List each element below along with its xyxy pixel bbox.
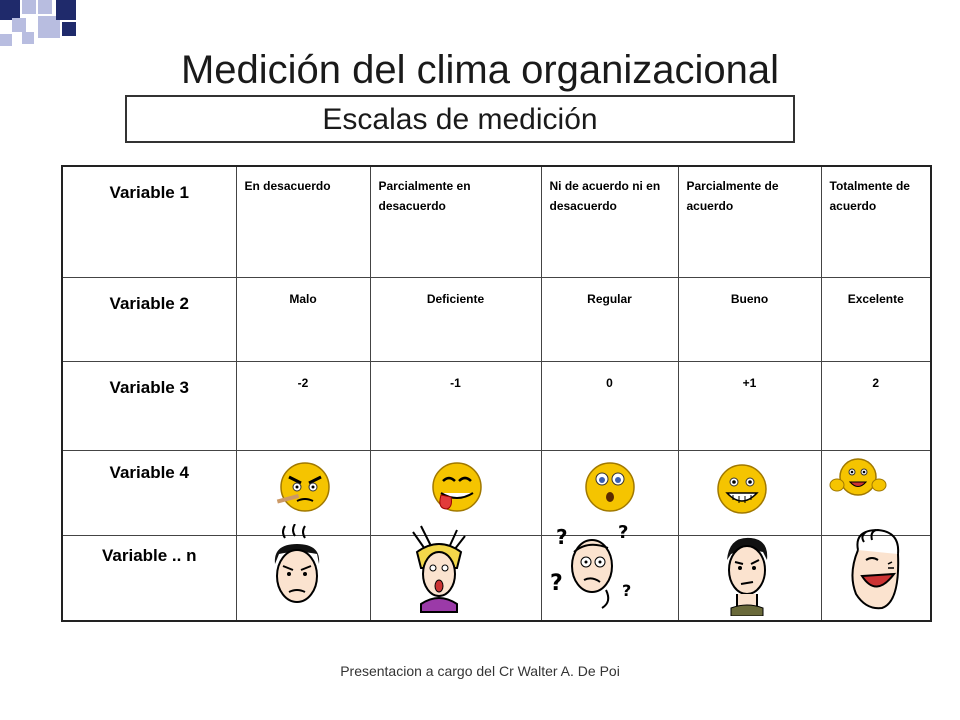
svg-text:?: ? [549, 570, 563, 596]
svg-text:?: ? [621, 580, 631, 600]
option-cell: Parcialmente en desacuerdo [370, 166, 541, 277]
footer-credit: Presentacion a cargo del Cr Walter A. De Poi [340, 663, 620, 679]
option-cell: Deficiente [370, 277, 541, 361]
option-cell: Totalmente de acuerdo [821, 166, 931, 277]
row-label: Variable 1 [62, 166, 236, 277]
shocked-woman-icon [370, 535, 541, 621]
svg-text:?: ? [555, 524, 568, 549]
option-cell: Malo [236, 277, 370, 361]
angry-smiley-icon [236, 450, 370, 535]
option-cell: Excelente [821, 277, 931, 361]
option-cell: Parcialmente de acuerdo [678, 166, 821, 277]
confused-man-icon [541, 521, 678, 621]
table-row [62, 535, 931, 621]
frustrated-man-icon [236, 535, 370, 621]
table-row [62, 361, 931, 450]
option-cell: Ni de acuerdo ni en desacuerdo [541, 166, 678, 277]
skeptical-man-icon [678, 535, 821, 621]
row-label: Variable 3 [62, 361, 236, 450]
option-cell: 2 [821, 361, 931, 450]
option-cell: Bueno [678, 277, 821, 361]
waving-smiley-icon [821, 450, 931, 535]
option-cell: +1 [678, 361, 821, 450]
table-row [62, 450, 931, 535]
scale-table [61, 165, 932, 622]
svg-text:?: ? [617, 521, 628, 543]
laughing-man-icon [821, 535, 931, 621]
table-row [62, 277, 931, 361]
row-label: Variable 4 [62, 450, 236, 535]
option-cell: -1 [370, 361, 541, 450]
option-cell: En desacuerdo [236, 166, 370, 277]
option-cell: 0 [541, 361, 678, 450]
grinning-smiley-icon [678, 450, 821, 535]
page-title: Medición del clima organizacional [180, 48, 780, 92]
option-cell: Regular [541, 277, 678, 361]
row-label: Variable .. n [62, 535, 236, 621]
subtitle-box: Escalas de medición [125, 95, 795, 143]
row-label: Variable 2 [62, 277, 236, 361]
option-cell: -2 [236, 361, 370, 450]
table-row [62, 166, 931, 277]
